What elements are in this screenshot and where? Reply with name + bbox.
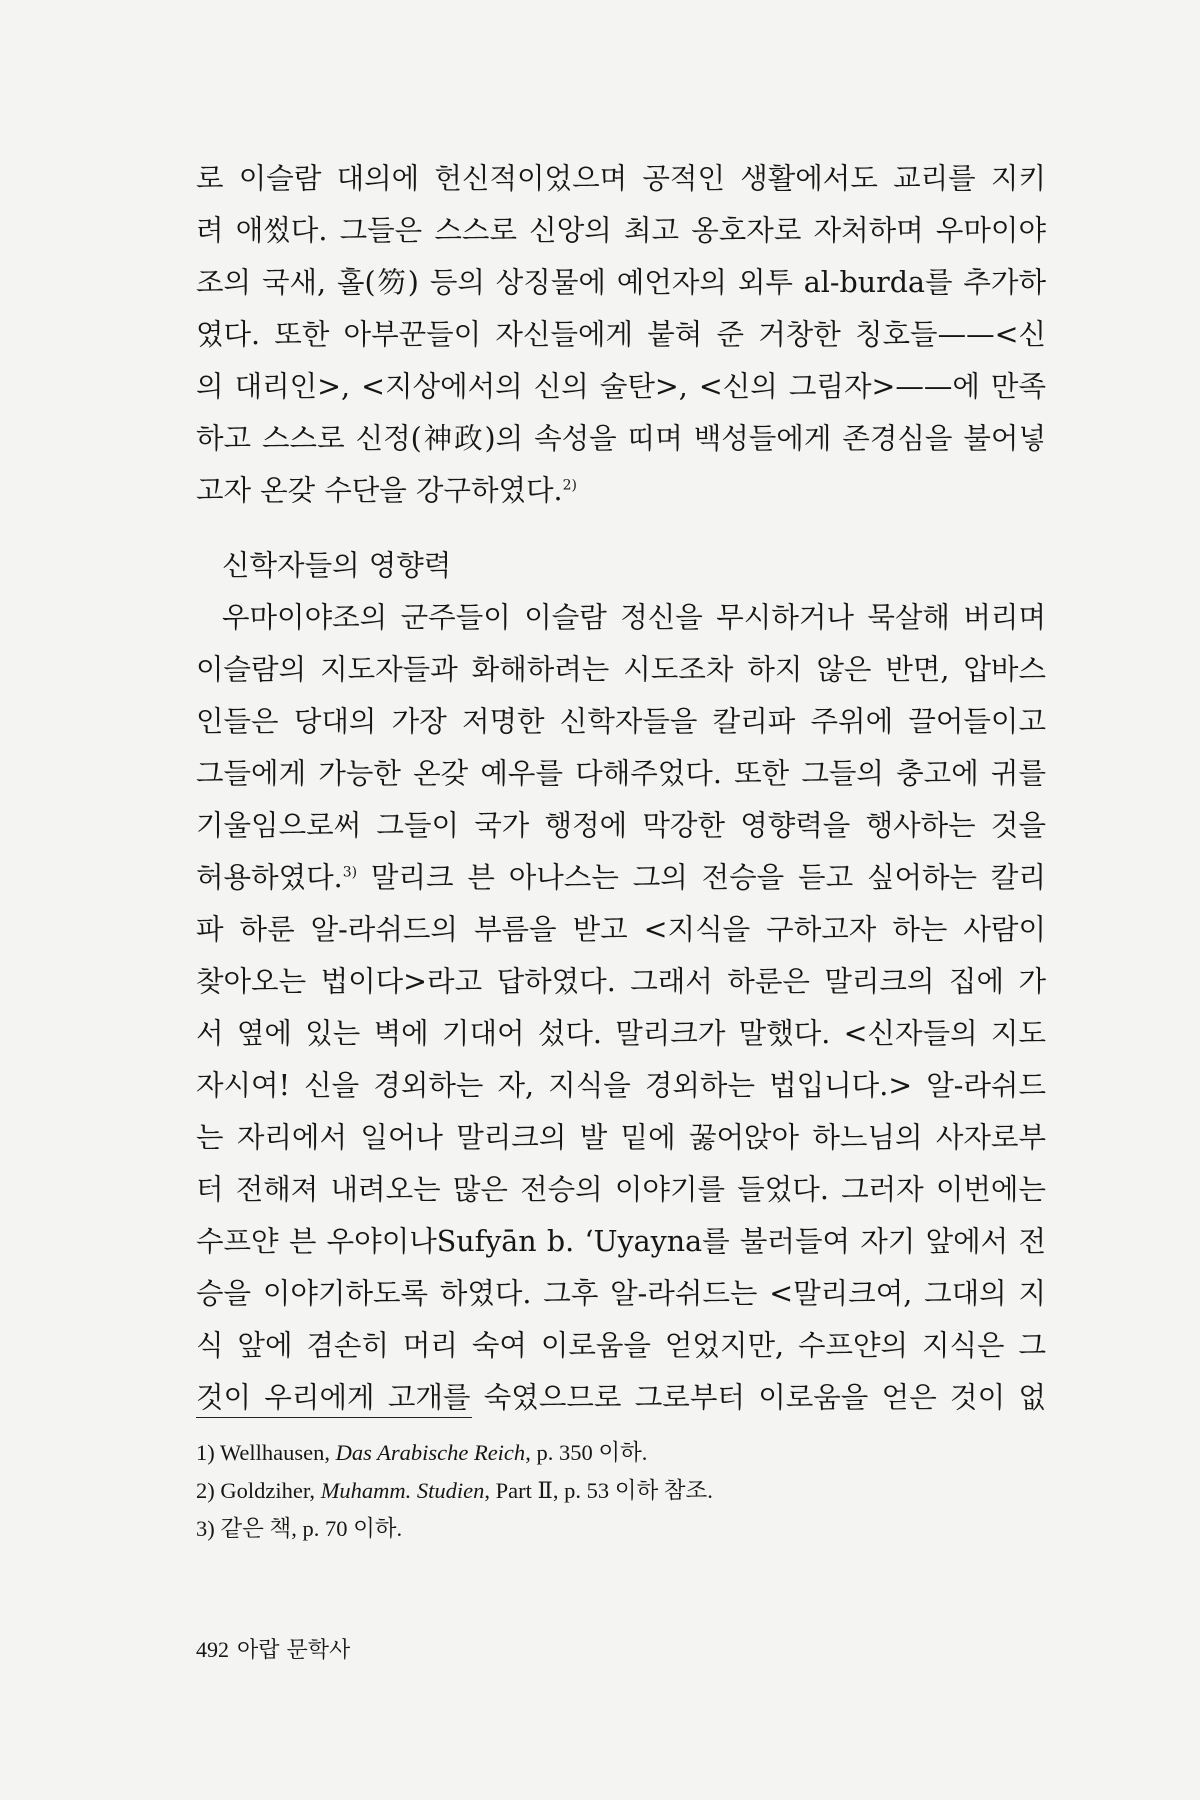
text-line (196, 465, 1046, 517)
text-line-content: 고자 온갖 수단을 강구하였다. (196, 474, 563, 507)
text-line: 하고 스스로 신정(神政)의 속성을 띠며 백성들에게 존경심을 불어넣 (196, 422, 1046, 455)
paragraph-1 (196, 153, 1046, 517)
footnote-title: Das Arabische Reich (335, 1440, 526, 1465)
footnotes (196, 1434, 1016, 1548)
text-line-start: 허용하였다. (196, 861, 343, 894)
footnote-item (196, 1510, 1016, 1548)
text-line: 였다. 또한 아부꾼들이 자신들에게 붙혀 준 거창한 칭호들——<신 (196, 318, 1046, 351)
footnote-text: , Part Ⅱ, p. 53 이하 참조. (484, 1478, 713, 1503)
text-line: 조의 국새, 홀(笏) 등의 상징물에 예언자의 외투 al-burda를 추가하 (196, 266, 1046, 299)
text-line: 서 옆에 있는 벽에 기대어 섰다. 말리크가 말했다. <신자들의 지도 (196, 1017, 1046, 1050)
footnote-divider (196, 1417, 472, 1418)
text-line: 승을 이야기하도록 하였다. 그후 알-라쉬드는 <말리크여, 그대의 지 (196, 1277, 1046, 1310)
page-footer (196, 1635, 350, 1666)
text-line: 것이 우리에게 고개를 숙였으므로 그로부터 이로움을 얻은 것이 없 (196, 1381, 1046, 1414)
text-line (196, 852, 1046, 904)
footnote-text: 3) 같은 책, p. 70 이하. (196, 1516, 403, 1541)
footnote-text: 1) Wellhausen, (196, 1440, 336, 1465)
footnote-reference: 3) (342, 864, 358, 881)
text-line: 자시여! 신을 경외하는 자, 지식을 경외하는 법입니다.> 알-라쉬드 (196, 1069, 1046, 1102)
footnote-text: , p. 350 이하. (525, 1440, 648, 1465)
page-number: 492 (196, 1637, 229, 1662)
section-heading: 신학자들의 영향력 (222, 549, 452, 582)
text-line: 터 전해져 내려오는 많은 전승의 이야기를 들었다. 그러자 이번에는 (196, 1173, 1046, 1206)
footnote-reference: 2) (562, 477, 577, 494)
running-title: 아랍 문학사 (237, 1638, 351, 1663)
paragraph-2 (196, 592, 1046, 1424)
text-line-end: 말리크 븐 아나스는 그의 전승을 듣고 싶어하는 칼리 (357, 861, 1046, 894)
text-line: 우마이야조의 군주들이 이슬람 정신을 무시하거나 묵살해 버리며 (222, 601, 1046, 634)
text-line: 로 이슬람 대의에 헌신적이었으며 공적인 생활에서도 교리를 지키 (196, 162, 1046, 195)
text-line: 의 대리인>, <지상에서의 신의 술탄>, <신의 그림자>——에 만족 (196, 370, 1046, 403)
footnote-item (196, 1434, 1016, 1472)
text-line: 인들은 당대의 가장 저명한 신학자들을 칼리파 주위에 끌어들이고 (196, 705, 1046, 738)
footnote-text: 2) Goldziher, (196, 1478, 321, 1503)
text-line: 식 앞에 겸손히 머리 숙여 이로움을 얻었지만, 수프얀의 지식은 그 (196, 1329, 1046, 1362)
text-line: 려 애썼다. 그들은 스스로 신앙의 최고 옹호자로 자처하며 우마이야 (196, 214, 1046, 247)
text-line: 기울임으로써 그들이 국가 행정에 막강한 영향력을 행사하는 것을 (196, 809, 1046, 842)
text-line: 파 하룬 알-라쉬드의 부름을 받고 <지식을 구하고자 하는 사람이 (196, 913, 1046, 946)
text-line: 는 자리에서 일어나 말리크의 발 밑에 꿇어앉아 하느님의 사자로부 (196, 1121, 1046, 1154)
text-line: 찾아오는 법이다>라고 답하였다. 그래서 하룬은 말리크의 집에 가 (196, 965, 1046, 998)
footnote-title: Muhamm. Studien (320, 1478, 485, 1503)
text-line: 이슬람의 지도자들과 화해하려는 시도조차 하지 않은 반면, 압바스 (196, 653, 1046, 686)
footnote-item (196, 1472, 1016, 1510)
text-line: 수프얀 븐 우야이나Sufyān b. ‘Uyayna를 불러들여 자기 앞에서 전 (196, 1225, 1046, 1258)
text-line: 그들에게 가능한 온갖 예우를 다해주었다. 또한 그들의 충고에 귀를 (196, 757, 1046, 790)
